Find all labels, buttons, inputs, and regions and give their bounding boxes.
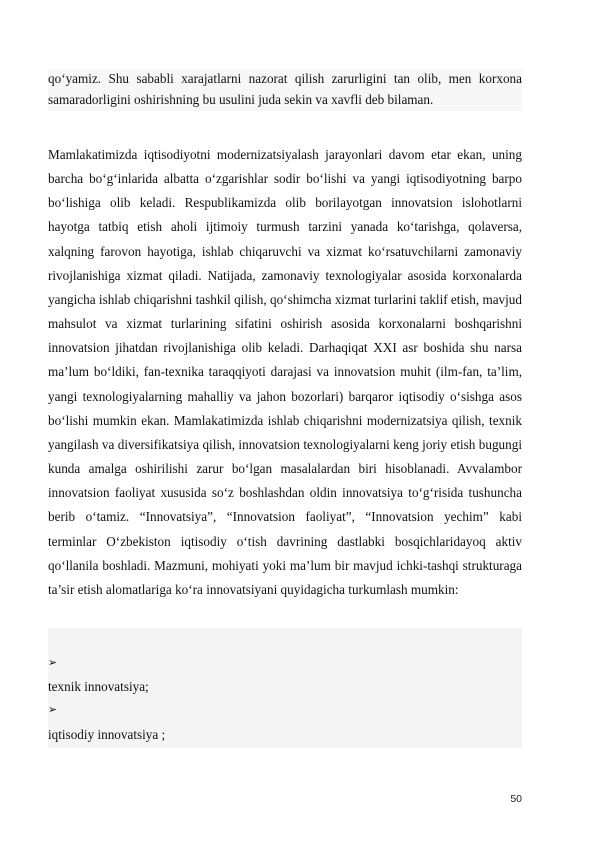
arrow-bullet-icon: ➢ [48,656,58,669]
page-number: 50 [510,793,522,805]
bullet-item-technical-innovation: texnik innovatsiya; [48,679,149,694]
arrow-bullet-icon: ➢ [48,703,58,716]
main-paragraph: Mamlakatimizda iqtisodiyotni modernizatsiyalash jarayonlari davom etar ekan, uning barcha bo‘g‘inlarida albatta o‘zgarishlar sodir bo‘lishi va yangi iqtisodiyotning barpo bo‘lishiga olib keladi. Respublikamizda olib borilayotgan innovatsion islohotlarni hayotga tatbiq etish aholi ijtimoiy turmush tarzini yanada ko‘tarishga, qolaversa, xalqning farovon hayotiga, ishlab chiqaruvchi va xizmat ko‘rsatuvchilarni zamonaviy rivojlanishiga xizmat qiladi. Natijada, zamonaviy texnologiyalar asosida korxonalarda yangicha ishlab chiqarishni tashkil qilish, qo‘shimcha xizmat turlarini taklif etish, mavjud mahsulot va xizmat turlarining sifatini oshirish asosida korxonalarni boshqarishni innovatsion jihatdan rivojlanishiga olib keladi. Darhaqiqat XXI asr boshida shu narsa ma’lum bo‘ldiki, fan-texnika taraqqiyoti darajasi va innovatsion muhit (ilm-fan, ta’lim, yangi texnologiyalarning mahalliy va jahon bozorlari) barqaror iqtisodiy o‘sishga asos bo‘lishi mumkin ekan. Mamlakatimizda ishlab chiqarishni modernizatsiya qilish, texnik yangilash va diversifikatsiya qilish, innovatsion texnologiyalarni keng joriy etish bugungi kunda amalga oshirilishi zarur bo‘lgan masalalardan biri hisoblanadi. Avvalambor innovatsion faoliyat xususida so‘z boshlashdan oldin innovatsiya to‘g‘risida tushuncha berib o‘tamiz. “Innovatsiya”, “Innovatsion faoliyat”, “Innovatsion yechim” kabi terminlar O‘zbekiston iqtisodiy o‘tish davrining dastlabki bosqichlaridayoq aktiv qo‘llanila boshladi. Mazmuni, mohiyati yoki ma’lum bir mavjud ichki-tashqi strukturaga ta’sir etish alomatlariga ko‘ra innovatsiyani quyidagicha turkumlash mumkin: [48,147,522,597]
bullet-item-economic-innovation: iqtisodiy innovatsiya ; [48,727,166,742]
intro-paragraph: qo‘yamiz. Shu sababli xarajatlarni nazorat qilish zarurligini tan olib, men korxona samaradorligini oshirishning bu usulini juda sekin va xavfli deb bilaman. [48,69,522,111]
